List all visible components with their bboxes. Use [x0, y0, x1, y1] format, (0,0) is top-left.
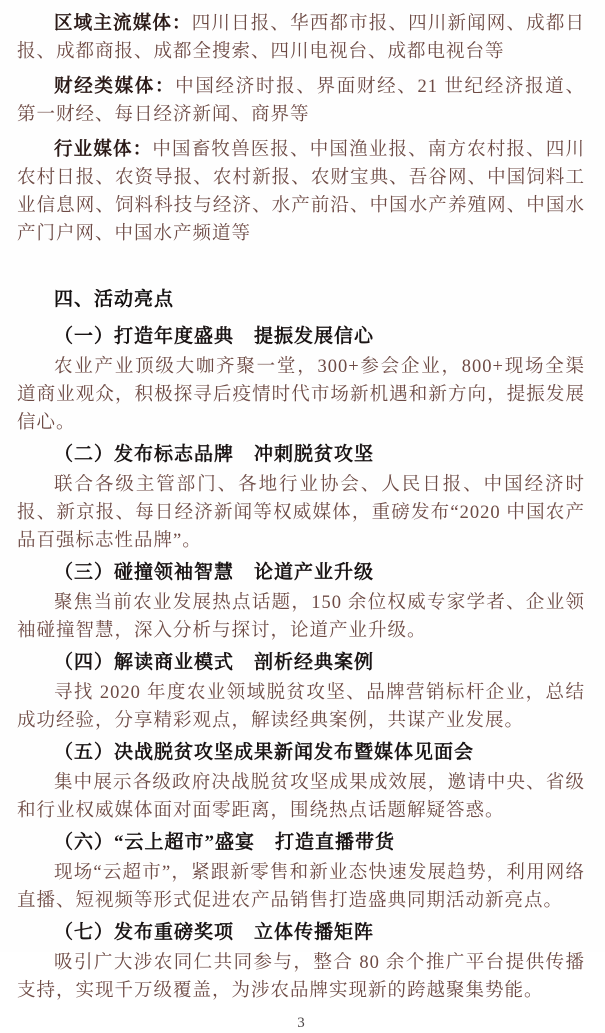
highlight-body-3: 聚焦当前农业发展热点话题，150 余位权威专家学者、企业领袖碰撞智慧，深入分析与探讨，论道产业升级。: [17, 593, 585, 641]
highlight-heading-1: （一）打造年度盛典 提振发展信心: [54, 326, 375, 347]
page-number: 3: [297, 1015, 305, 1031]
page-footer: [17, 1012, 585, 1033]
section-title: 四、活动亮点: [54, 289, 175, 310]
highlights-section: [17, 286, 585, 1005]
media-list-industry: 中国畜牧兽医报、中国渔业报、南方农村报、四川农村日报、农资导报、农村新报、农财宝典、吾谷网、中国饲料工业信息网、饲料科技与经济、水产前沿、中国水产养殖网、中国水产门户网、中国水产频道等: [17, 140, 585, 244]
highlight-heading-2: （二）发布标志品牌 冲刺脱贫攻坚: [54, 444, 375, 465]
highlight-heading-4: （四）解读商业模式 剖析经典案例: [54, 652, 375, 673]
media-paragraph-finance: [17, 73, 585, 129]
media-label-finance: 财经类媒体：: [54, 77, 176, 97]
media-paragraph-industry: [17, 136, 585, 248]
highlight-body-5: 集中展示各级政府决战脱贫攻坚成果成效展，邀请中央、省级和行业权威媒体面对面零距离，围绕热点话题解疑答惑。: [17, 773, 585, 821]
highlight-body-1: 农业产业顶级大咖齐聚一堂，300+参会企业，800+现场全渠道商业观众，积极探寻后疫情时代市场新机遇和新方向，提振发展信心。: [17, 357, 585, 433]
highlight-heading-3: （三）碰撞领袖智慧 论道产业升级: [54, 562, 375, 583]
media-paragraph-regional: [17, 10, 585, 66]
media-list-regional: 四川日报、华西都市报、四川新闻网、成都日报、成都商报、成都全搜索、四川电视台、成都电视台等: [17, 14, 585, 62]
media-section: [17, 10, 585, 248]
highlight-heading-6: （六）“云上超市”盛宴 打造直播带货: [54, 832, 396, 853]
highlight-body-4: 寻找 2020 年度农业领域脱贫攻坚、品牌营销标杆企业，总结成功经验，分享精彩观点，解读经典案例，共谋产业发展。: [17, 683, 585, 731]
highlight-heading-7: （七）发布重磅奖项 立体传播矩阵: [54, 922, 375, 943]
media-list-finance: 中国经济时报、界面财经、21 世纪经济报道、第一财经、每日经济新闻、商界等: [17, 77, 585, 125]
media-label-industry: 行业媒体：: [54, 140, 153, 160]
highlight-body-6: 现场“云超市”，紧跟新零售和新业态快速发展趋势，利用网络直播、短视频等形式促进农产品销售打造盛典同期活动新亮点。: [17, 863, 585, 911]
highlight-body-7: 吸引广大涉农同仁共同参与，整合 80 余个推广平台提供传播支持，实现千万级覆盖，为涉农品牌实现新的跨越聚集势能。: [17, 953, 585, 1001]
media-label-regional: 区域主流媒体：: [54, 14, 192, 34]
highlight-heading-5: （五）决战脱贫攻坚成果新闻发布暨媒体见面会: [54, 742, 475, 763]
highlight-body-2: 联合各级主管部门、各地行业协会、人民日报、中国经济时报、新京报、每日经济新闻等权威媒体，重磅发布“2020 中国农产品百强标志性品牌”。: [17, 475, 585, 551]
